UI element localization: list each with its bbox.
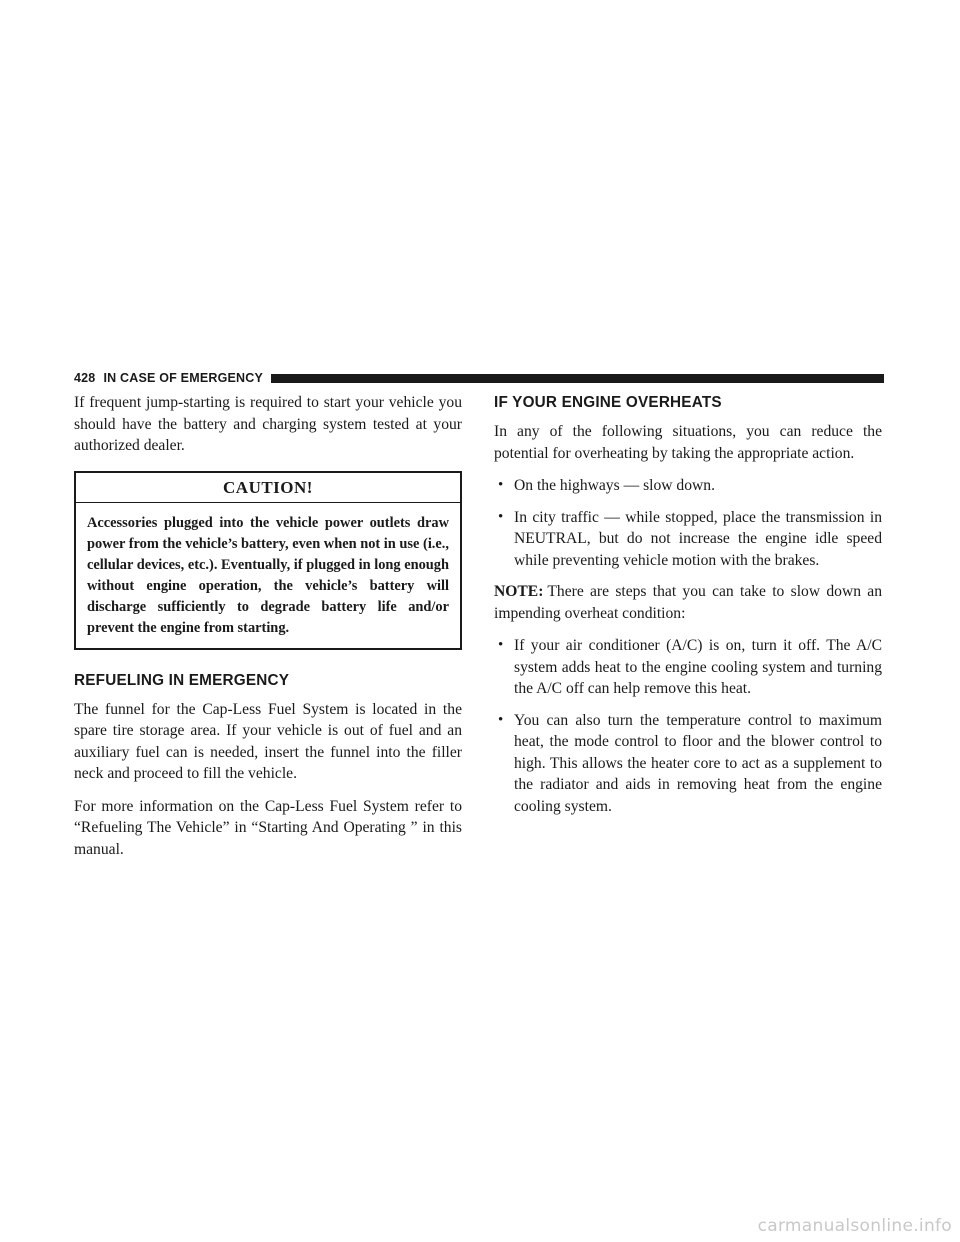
list-item: • On the highways — slow down. (494, 475, 882, 497)
left-column (74, 392, 462, 871)
bullet-icon: • (498, 477, 504, 493)
overheat-steps-list (494, 635, 882, 817)
refueling-paragraph-2: For more information on the Cap-Less Fuel System refer to “Refueling The Vehicle” in “Starting And Operating ” in this manual. (74, 797, 462, 858)
refueling-heading: REFUELING IN EMERGENCY (74, 671, 290, 689)
watermark: carmanualsonline.info (757, 1216, 952, 1236)
list-item: • You can also turn the temperature control to maximum heat, the mode control to floor and the blower control to high. This allows the heater core to act as a supplement to the radiator and aids in removing heat from the engine cooling system. (498, 711, 882, 815)
overheat-intro: In any of the following situations, you can reduce the potential for overheating by taking the appropriate action. (494, 423, 882, 462)
note-text: There are steps that you can take to slow down an impending overheat condition: (494, 583, 882, 622)
bullet-icon: • (498, 637, 504, 653)
overheat-heading: IF YOUR ENGINE OVERHEATS (494, 394, 722, 411)
list-item: • If your air conditioner (A/C) is on, turn it off. The A/C system adds heat to the engine cooling system and turning the A/C off can help remove this heat. (498, 637, 882, 697)
right-column (494, 392, 882, 827)
note-label: NOTE: (494, 583, 544, 600)
refueling-paragraph-1: The funnel for the Cap-Less Fuel System is located in the spare tire storage area. If your vehicle is out of fuel and an auxiliary fuel can is needed, insert the funnel into the filler neck and proceed to fill the vehicle. (74, 700, 462, 782)
jump-start-paragraph: If frequent jump-starting is required to start your vehicle you should have the battery and charging system tested at your authorized dealer. (74, 394, 462, 454)
list-item: • In city traffic — while stopped, place the transmission in NEUTRAL, but do not increase the engine idle speed while preventing vehicle motion with the brakes. (498, 508, 882, 569)
caution-body: Accessories plugged into the vehicle power outlets draw power from the vehicle’s battery, even when not in use (i.e., cellular devices, etc.). Eventually, if plugged in long enough without engine operation, the vehicle’s battery will discharge sufficiently to degrade battery life and/or prevent the engine from starting. (87, 514, 449, 636)
bullet-icon: • (498, 508, 504, 525)
overheat-actions-list (494, 475, 882, 571)
caution-box (74, 471, 462, 650)
page-header (74, 370, 884, 386)
caution-title: CAUTION! (76, 473, 460, 503)
header-rule (271, 374, 884, 383)
section-title: IN CASE OF EMERGENCY (103, 371, 264, 385)
page-number: 428 (74, 371, 96, 385)
note-paragraph (494, 581, 882, 624)
bullet-icon: • (498, 711, 504, 728)
